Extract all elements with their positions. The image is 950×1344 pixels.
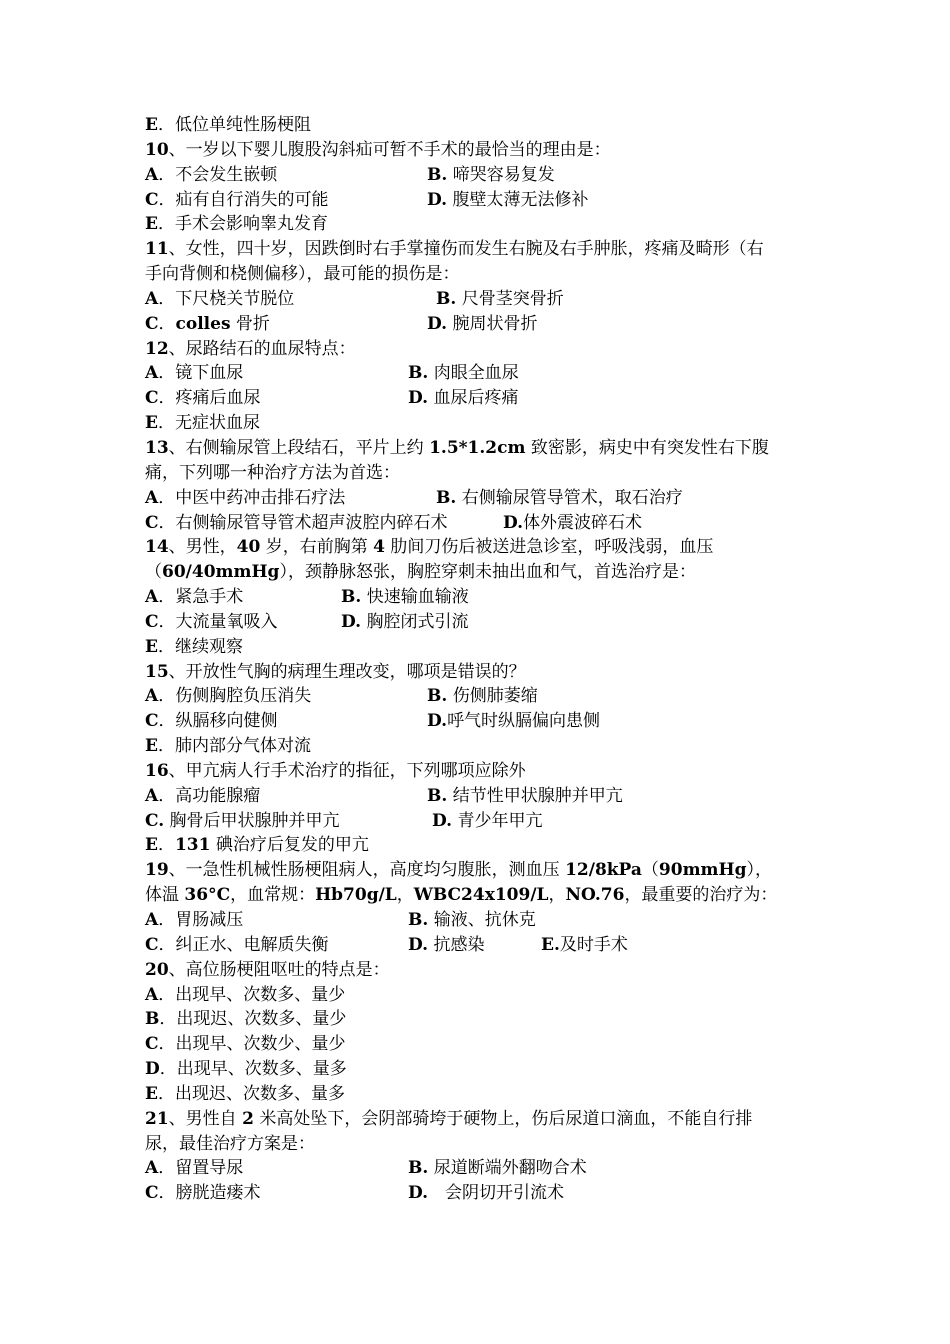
answer-option: B. 肉眼全血尿 [408,363,519,384]
option-line [145,212,815,237]
answer-option: C．纠正水、电解质失衡 [145,934,329,955]
question-line [145,883,815,908]
answer-option: A．留置导尿 [145,1158,244,1179]
answer-option: B. 结节性甲状腺肿并甲亢 [427,785,623,806]
answer-option: A．镜下血尿 [145,363,244,384]
question-text: 19、一急性机械性肠梗阻病人，高度均匀腹胀，测血压 12/8kPa（90mmHg）， [145,860,772,881]
question-text: （60/40mmHg），颈静脉怒张，胸腔穿刺未抽出血和气，首选治疗是： [145,562,696,583]
answer-option: E．出现迟、次数多、量多 [145,1083,345,1104]
answer-option: A．伤侧胸腔负压消失 [145,686,312,707]
question-line [145,560,815,585]
option-line [145,610,815,635]
option-line [145,684,815,709]
answer-option: D. 腹壁太薄无法修补 [427,189,589,210]
answer-option: C．疝有自行消失的可能 [145,189,329,210]
answer-option: B. 尺骨茎突骨折 [436,288,564,309]
option-line [145,635,815,660]
answer-option: D. 抗感染 [408,934,485,955]
question-text: 20、高位肠梗阻呕吐的特点是： [145,959,390,980]
question-line [145,138,815,163]
option-line [145,163,815,188]
answer-option: B．出现迟、次数多、量少 [145,1009,347,1030]
answer-option: C．colles 骨折 [145,313,270,334]
question-text: 体温 36°C，血常规：Hb70g/L，WBC24x109/L，NO.76，最重要的治疗为： [145,885,778,906]
option-line [145,287,815,312]
answer-option: C．大流量氧吸入 [145,611,278,632]
option-line [145,113,815,138]
option-line [145,386,815,411]
answer-option: B. 右侧输尿管导管术，取石治疗 [436,487,683,508]
option-line [145,983,815,1008]
answer-option: B. 尿道断端外翻吻合术 [408,1158,587,1179]
question-text: 14、男性，40 岁，右前胸第 4 肋间刀伤后被送进急诊室，呼吸浅弱，血压 [145,537,714,558]
answer-option: C. 胸骨后甲状腺肿并甲亢 [145,810,340,831]
option-line [145,1007,815,1032]
question-text: 21、男性自 2 米高处坠下，会阴部骑垮于硬物上，伤后尿道口滴血，不能自行排 [145,1108,753,1129]
answer-option: B. 输液、抗休克 [408,910,536,930]
question-line [145,958,815,983]
answer-option: C．纵膈移向健侧 [145,711,278,732]
option-line [145,833,815,858]
option-line [145,188,815,213]
answer-option: D. 血尿后疼痛 [408,388,519,409]
question-line [145,1132,815,1157]
answer-option: A．不会发生嵌顿 [145,164,278,185]
answer-option: C．右侧输尿管导管术超声波腔内碎石术 [145,512,448,533]
answer-option: D. 腕周状骨折 [427,313,538,334]
answer-option: E．无症状血尿 [145,413,260,434]
option-line [145,411,815,436]
answer-option: A．中医中药冲击排石疗法 [145,487,346,508]
question-text: 13、右侧输尿管上段结石，平片上约 1.5*1.2cm 致密影，病史中有突发性右下腹 [145,437,769,458]
answer-option: D. 青少年甲亢 [432,810,543,831]
answer-option: A．下尺桡关节脱位 [145,288,295,309]
answer-option: B. 伤侧肺萎缩 [427,686,538,707]
answer-option: C．疼痛后血尿 [145,388,261,409]
question-line [145,237,815,262]
answer-option: D.呼气时纵膈偏向患侧 [427,711,601,732]
option-line [145,734,815,759]
question-text: 16、甲亢病人行手术治疗的指征，下列哪项应除外 [145,760,526,781]
answer-option: D.体外震波碎石术 [503,512,643,533]
question-line [145,337,815,362]
option-line [145,933,815,958]
option-line [145,1181,815,1206]
question-line [145,858,815,883]
question-text: 11、女性，四十岁，因跌倒时右手掌撞伤而发生右腕及右手肿胀，疼痛及畸形（右 [145,239,764,260]
option-line [145,1082,815,1107]
option-line [145,361,815,386]
question-text: 手向背侧和桡侧偏移），最可能的损伤是： [145,264,460,285]
question-line [145,660,815,685]
answer-option: E．低位单纯性肠梗阻 [145,115,311,135]
question-text: 12、尿路结石的血尿特点： [145,338,356,359]
question-line [145,262,815,287]
answer-option: E.及时手术 [541,934,628,955]
option-line [145,1032,815,1057]
option-line [145,1156,815,1181]
question-line [145,436,815,461]
answer-option: E．肺内部分气体对流 [145,736,311,757]
question-text: 10、一岁以下婴儿腹股沟斜疝可暂不手术的最恰当的理由是： [145,139,611,160]
answer-option: D. 胸腔闭式引流 [341,611,469,632]
option-line [145,486,815,511]
question-text: 尿，最佳治疗方案是： [145,1133,315,1154]
question-line [145,461,815,486]
question-line [145,535,815,560]
document-body [145,113,815,1206]
option-line [145,1057,815,1082]
question-line [145,759,815,784]
answer-option: A．胃肠减压 [145,910,244,930]
answer-option: A．出现早、次数多、量少 [145,984,346,1005]
option-line [145,709,815,734]
answer-option: C．出现早、次数少、量少 [145,1034,346,1055]
answer-option: B. 啼哭容易复发 [427,164,555,185]
answer-option: D. 会阴切开引流术 [408,1183,565,1204]
answer-option: E．继续观察 [145,636,243,657]
answer-option: B. 快速输血输液 [341,587,469,608]
option-line [145,312,815,337]
answer-option: A．高功能腺瘤 [145,785,261,806]
option-line [145,511,815,536]
option-line [145,809,815,834]
option-line [145,908,815,933]
question-line [145,1107,815,1132]
question-text: 痛，下列哪一种治疗方法为首选： [145,462,400,483]
answer-option: A．紧急手术 [145,587,244,608]
option-line [145,585,815,610]
answer-option: C．膀胱造瘘术 [145,1183,261,1204]
answer-option: E．手术会影响睾丸发育 [145,214,328,235]
answer-option: E．131 碘治疗后复发的甲亢 [145,835,369,856]
question-text: 15、开放性气胸的病理生理改变，哪项是错误的？ [145,661,526,682]
answer-option: D．出现早、次数多、量多 [145,1059,347,1080]
option-line [145,784,815,809]
